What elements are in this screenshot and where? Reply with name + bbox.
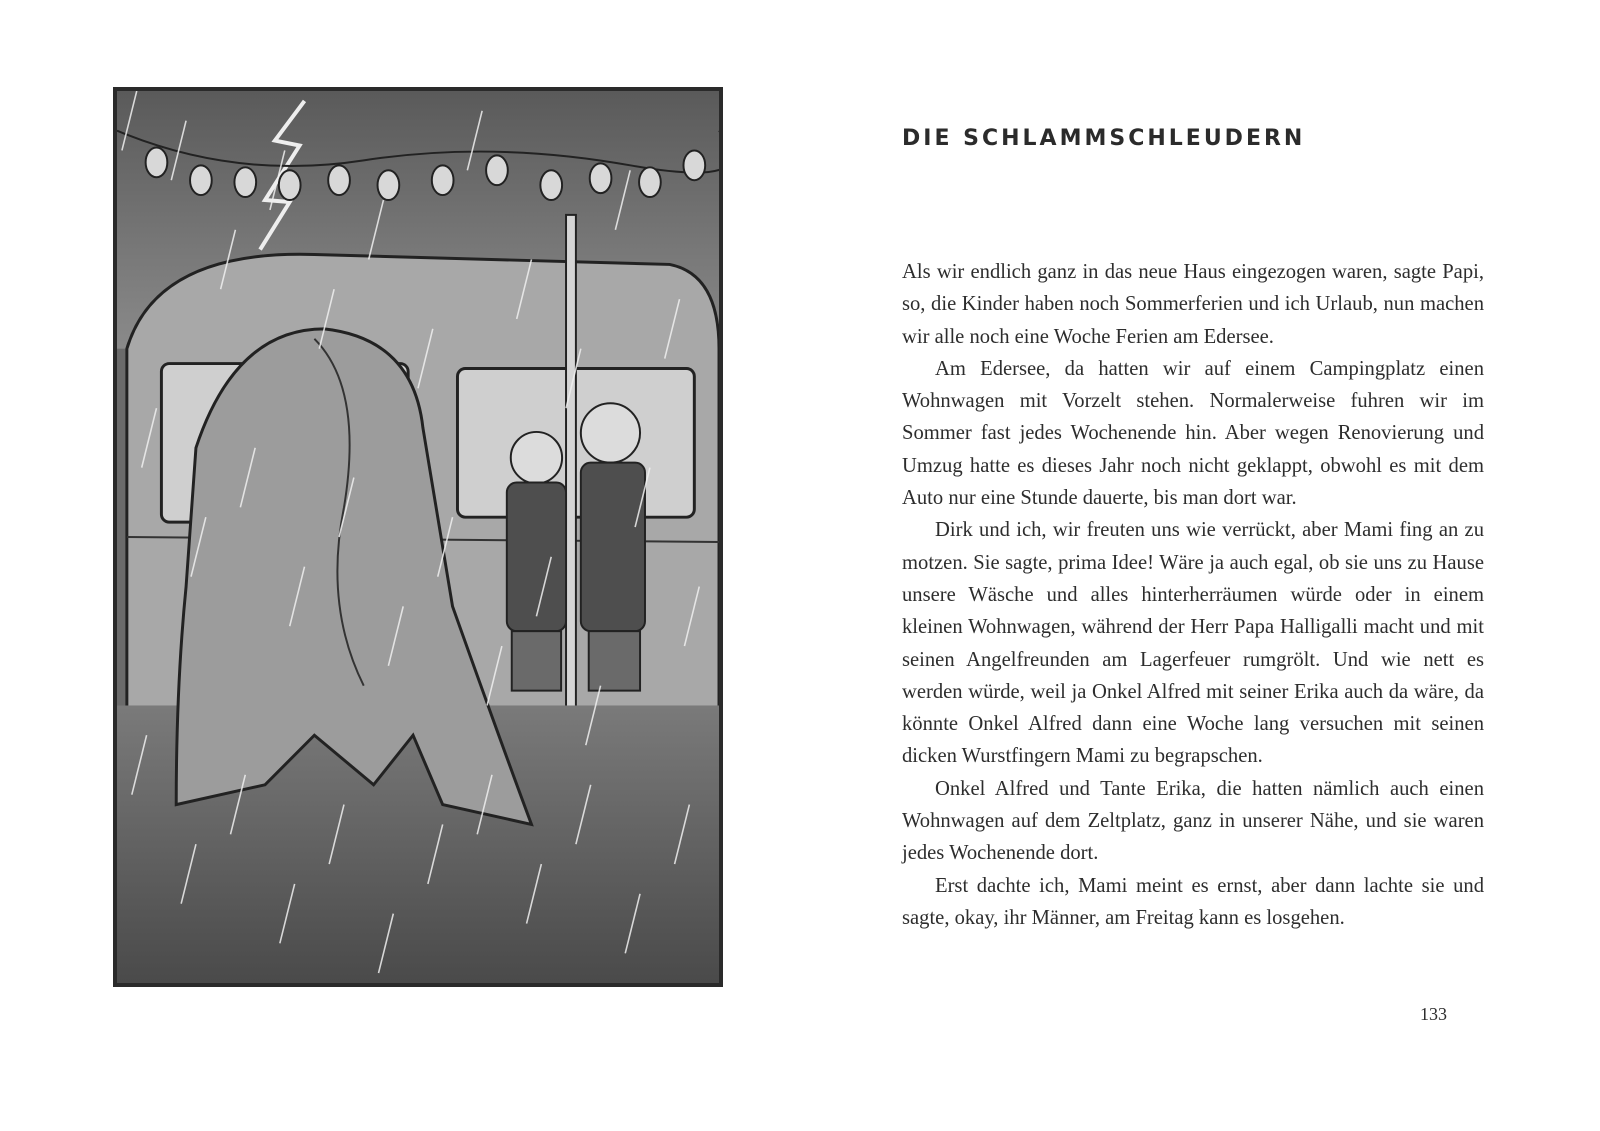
paragraph: Erst dachte ich, Mami meint es ernst, aber dann lachte sie und sagte, okay, ihr Männer, am Freitag kann es losgehen. — [902, 874, 1484, 929]
paragraph: Dirk und ich, wir freuten uns wie verrückt, aber Mami fing an zu motzen. Sie sagte, prima Idee! Wäre ja auch egal, ob sie uns zu Hause unsere Wäsche und alles hinterherräumen würde oder in einem kleinen Wohnwagen, während der Herr Papa Halligalli macht und mit seinen Angelfreunden am Lagerfeuer rumgrölt. Und wie nett es werden würde, weil ja Onkel Alfred mit seiner Erika auch da wäre, da könnte Onkel Alfred dann eine Woche lang versuchen mit seinen dicken Wurstfingern Mami zu begrapschen. — [902, 519, 1484, 768]
paragraph: Am Edersee, da hatten wir auf einem Campingplatz einen Wohnwagen mit Vorzelt stehen. Normalerweise fuhren wir im Sommer fast jedes Wochenende hin. Aber wegen Renovierung und Umzug hatte es dieses Jahr noch nicht geklappt, obwohl es mit dem Auto nur eine Stunde dauerte, bis man dort war. — [902, 357, 1484, 510]
paragraph: Als wir endlich ganz in das neue Haus eingezogen waren, sagte Papi, so, die Kinder haben noch Sommerferien und ich Urlaub, nun machen wir alle noch eine Woche Ferien am Edersee. — [902, 261, 1484, 348]
paragraph: Onkel Alfred und Tante Erika, die hatten nämlich auch einen Wohnwagen auf dem Zeltplatz, ganz in unserer Nähe, und sie waren jedes Wochenende dort. — [902, 777, 1484, 865]
body-text — [902, 256, 1484, 934]
page-number: 133 — [1420, 1004, 1447, 1024]
illustration — [113, 87, 723, 987]
chapter-title: DIE SCHLAMMSCHLEUDERN — [902, 126, 1306, 151]
tent-pole — [566, 215, 576, 711]
